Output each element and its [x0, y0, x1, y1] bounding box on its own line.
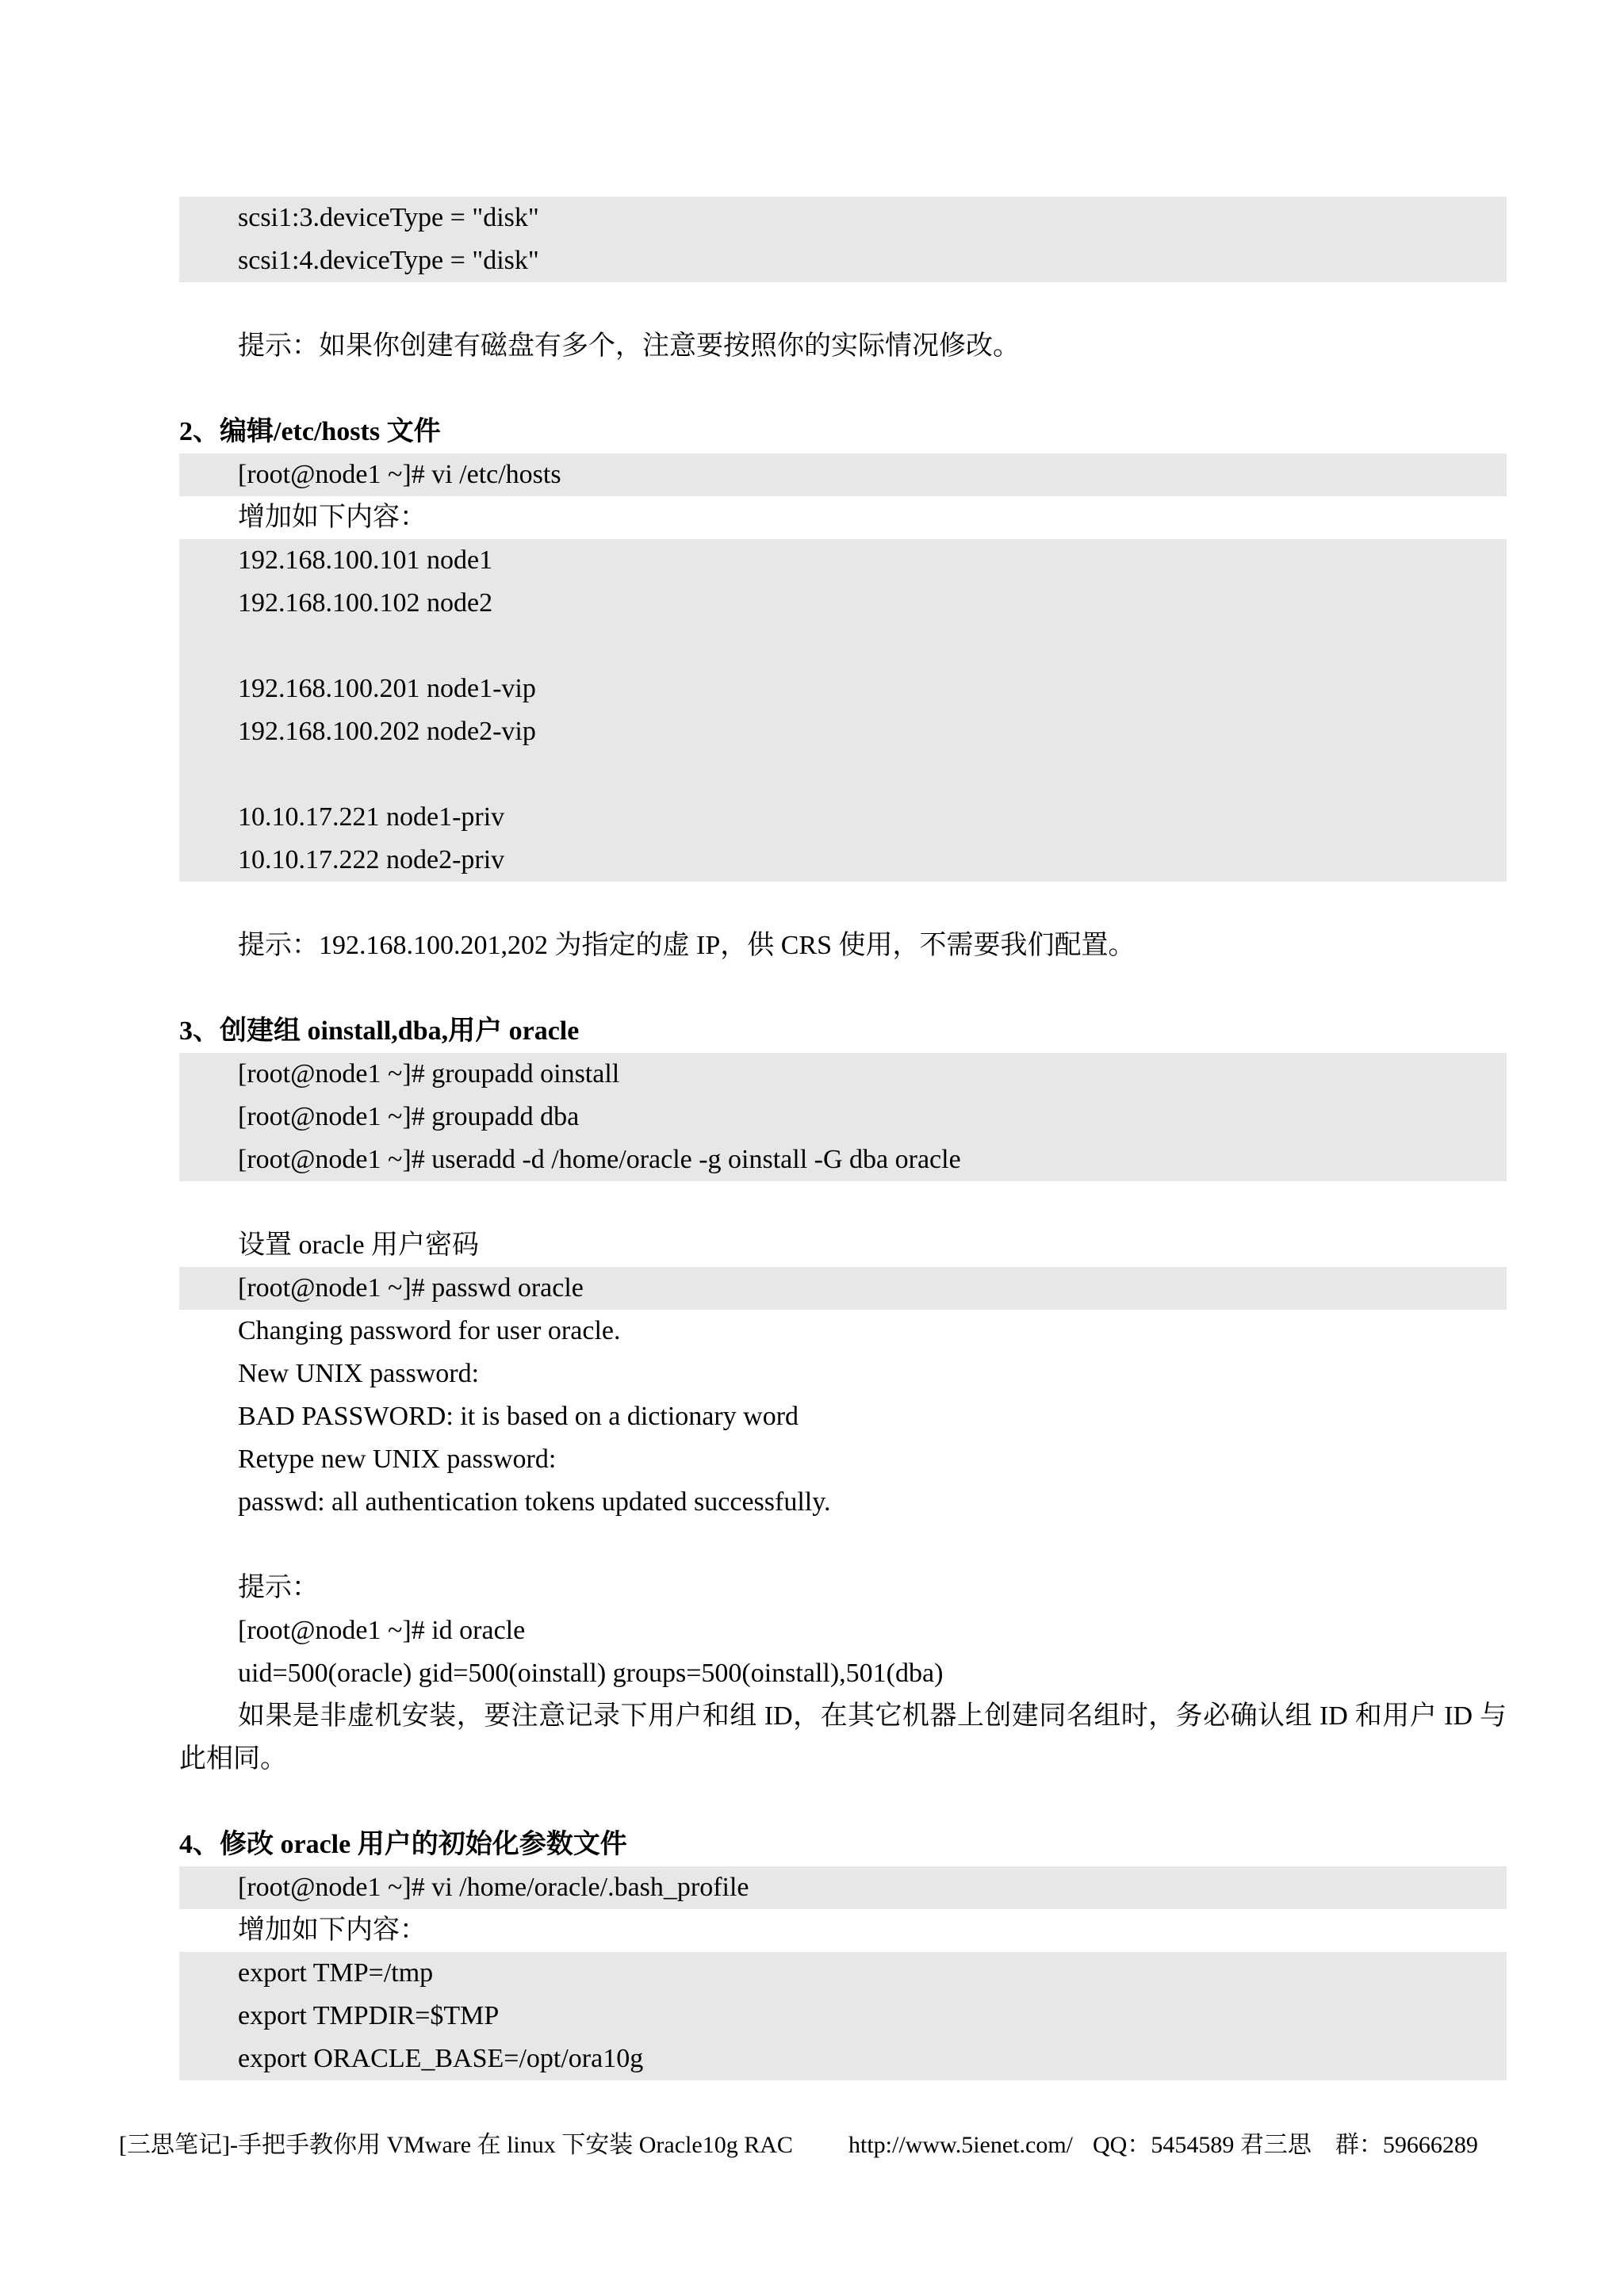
- command-line: [root@node1 ~]# passwd oracle: [179, 1267, 1507, 1310]
- export-line: export TMP=/tmp: [238, 1958, 434, 1988]
- tip-label: 提示：: [238, 1573, 319, 1602]
- output-line: Retype new UNIX password:: [238, 1445, 557, 1474]
- code-line: scsi1:3.deviceType = "disk": [238, 203, 539, 232]
- hosts-line: 192.168.100.101 node1: [238, 545, 493, 575]
- page-footer: [119, 2128, 1507, 2163]
- output-line: uid=500(oracle) gid=500(oinstall) groups=500(oinstall),501(dba): [238, 1659, 944, 1688]
- output-line: passwd: all authentication tokens updated successfully.: [238, 1487, 831, 1517]
- output-line: New UNIX password:: [238, 1359, 480, 1388]
- code-block-exports: [179, 1952, 1507, 2080]
- add-label: 增加如下内容：: [238, 1915, 427, 1945]
- note-paragraph: 如果是非虚机安装，要注意记录下用户和组 ID，在其它机器上创建同名组时，务必确认组 ID 和用户 ID 与此相同。: [179, 1701, 1507, 1774]
- command-line: [root@node1 ~]# groupadd dba: [238, 1102, 580, 1131]
- command-line: [root@node1 ~]# id oracle: [238, 1616, 526, 1645]
- command-line: [root@node1 ~]# vi /etc/hosts: [179, 453, 1507, 496]
- add-label: 增加如下内容：: [238, 503, 427, 532]
- hosts-line: [179, 625, 1507, 668]
- output-line: BAD PASSWORD: it is based on a dictionary word: [238, 1402, 799, 1431]
- output-line: Changing password for user oracle.: [238, 1316, 621, 1345]
- code-block-groups: [179, 1053, 1507, 1181]
- code-block-hosts: [179, 539, 1507, 882]
- hosts-line: [179, 753, 1507, 796]
- tip-text: 提示：192.168.100.201,202 为指定的虚 IP，供 CRS 使用，不需要我们配置。: [238, 931, 1136, 960]
- hosts-line: 192.168.100.102 node2: [238, 588, 493, 618]
- section-heading-3: 3、创建组 oinstall,dba,用户 oracle: [179, 1016, 580, 1046]
- code-block-scsi: [179, 197, 1507, 282]
- hosts-line: 192.168.100.202 node2-vip: [238, 717, 536, 746]
- hosts-line: 192.168.100.201 node1-vip: [238, 674, 536, 703]
- export-line: export TMPDIR=$TMP: [238, 2001, 500, 2030]
- export-line: export ORACLE_BASE=/opt/ora10g: [238, 2044, 644, 2073]
- command-line: [root@node1 ~]# groupadd oinstall: [238, 1059, 620, 1089]
- tip-text: 提示：如果你创建有磁盘有多个，注意要按照你的实际情况修改。: [238, 331, 1020, 361]
- footer-contact: QQ：5454589 君三思 群：59666289: [1093, 2132, 1478, 2158]
- document-page: [179, 197, 1507, 2080]
- command-line: [root@node1 ~]# useradd -d /home/oracle -g oinstall -G dba oracle: [238, 1145, 961, 1174]
- section-heading-2: 2、编辑/etc/hosts 文件: [179, 417, 441, 446]
- code-line: scsi1:4.deviceType = "disk": [238, 246, 539, 275]
- footer-url: http://www.5ienet.com/: [848, 2132, 1074, 2158]
- hosts-line: 10.10.17.222 node2-priv: [238, 845, 505, 874]
- section-heading-4: 4、修改 oracle 用户的初始化参数文件: [179, 1830, 627, 1859]
- footer-title: [三思笔记]-手把手教你用 VMware 在 linux 下安装 Oracle10g RAC: [119, 2132, 793, 2158]
- passwd-label: 设置 oracle 用户密码: [238, 1230, 480, 1260]
- command-line: [root@node1 ~]# vi /home/oracle/.bash_profile: [179, 1866, 1507, 1909]
- hosts-line: 10.10.17.221 node1-priv: [238, 802, 505, 832]
